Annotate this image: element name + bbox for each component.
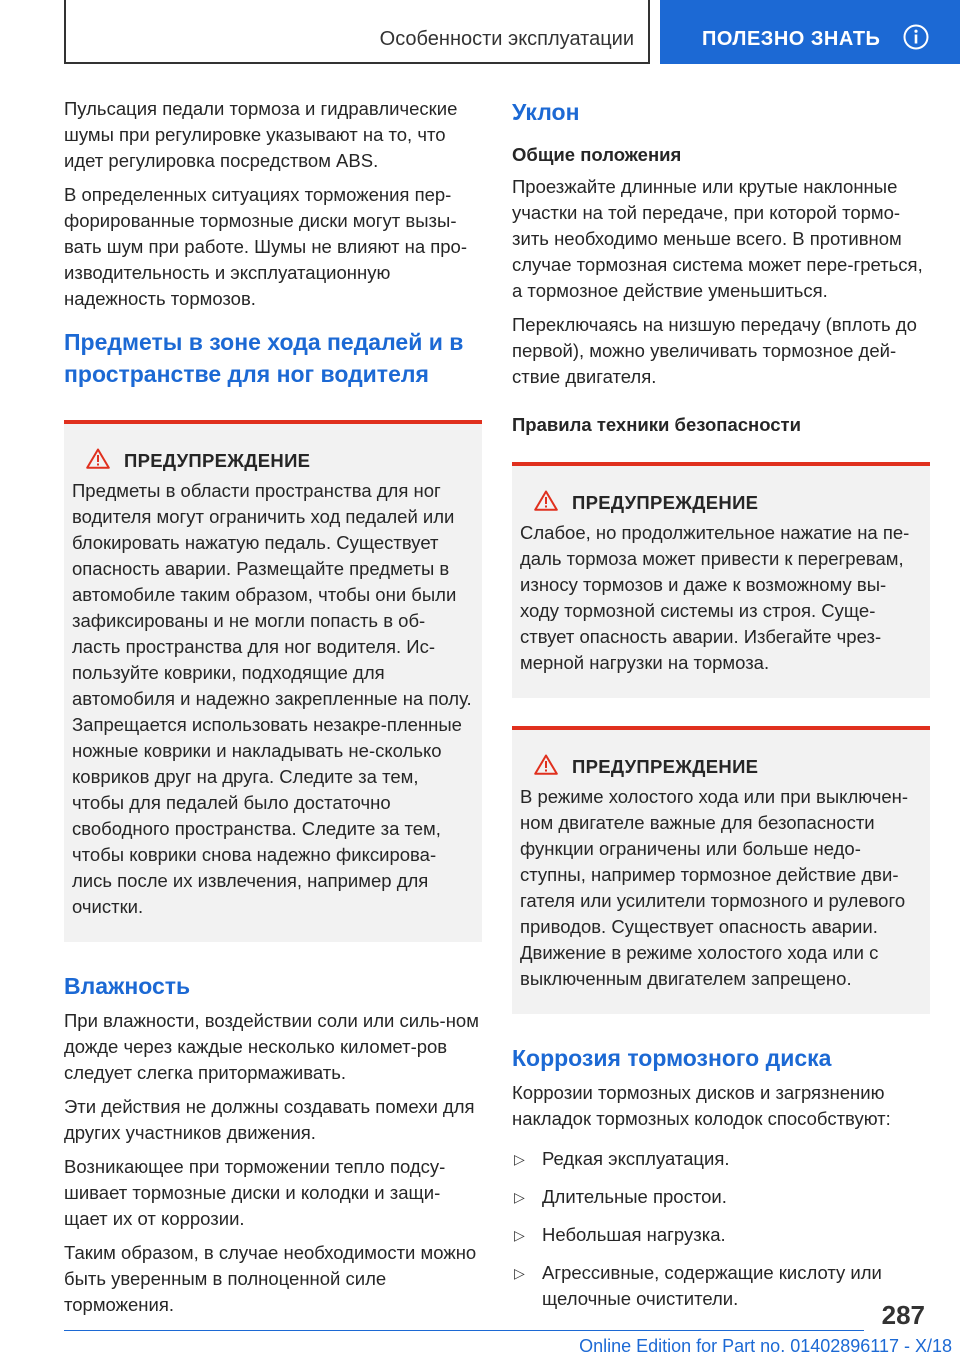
paragraph-perforated-discs: В определенных ситуациях торможения пер-форированные тормозные диски могут вызы-вать шум при работе. Шумы не влияют на про-изводительность и эксплуатационную надежность тормозов. [64,184,467,309]
heading-objects-footwell: Предметы в зоне хода педалей и в пространстве для ног водителя [64,329,464,387]
subheading-general: Общие положения [512,144,682,165]
heading-disc-corrosion: Коррозия тормозного диска [512,1045,832,1071]
triangle-bullet-icon: ▷ [514,1189,525,1205]
paragraph-moisture-1: При влажности, воздействии соли или силь-ном дожде через каждые несколько километ-ров следует слегка притормаживать. [64,1010,479,1083]
warning-box-idle-coasting [512,726,930,1014]
list-item-text: Агрессивные, содержащие кислоту или щелочные очистители. [542,1262,882,1309]
heading-moisture: Влажность [64,973,191,999]
paragraph-moisture-2: Эти действия не должны создавать помехи для других участников движения. [64,1096,475,1143]
warning-title: ПРЕДУПРЕЖДЕНИЕ [572,756,759,777]
page-number: 287 [881,1300,925,1330]
warning-title: ПРЕДУПРЕЖДЕНИЕ [124,450,311,471]
list-item-text: Редкая эксплуатация. [542,1148,730,1169]
warning-box-footwell [64,420,482,942]
warning-title: ПРЕДУПРЕЖДЕНИЕ [572,492,759,513]
list-item [512,1260,930,1312]
header-tab-label: ПОЛЕЗНО ЗНАТЬ [702,28,881,50]
header-section-title: Особенности эксплуатации [379,28,634,50]
list-item-text: Длительные простои. [542,1186,727,1207]
warning-triangle-icon [520,490,572,516]
warning-triangle-icon [72,448,124,474]
triangle-bullet-icon: ▷ [514,1151,525,1167]
heading-slope: Уклон [512,99,580,125]
paragraph-corrosion: Коррозии тормозных дисков и загрязнению накладок тормозных колодок способствуют: [512,1082,891,1129]
warning-text: Слабое, но продолжительное нажатие на пе-даль тормоза может привести к перегревам, износу тормозов и даже к возможному вы-ходу тормозной системы из строя. Суще-ствует опасность аварии. Избегайте чрез-мерной нагрузки на тормоза. [520,522,910,673]
left-column [64,96,482,1326]
info-icon [903,24,929,55]
triangle-bullet-icon: ▷ [514,1227,525,1243]
list-item [512,1146,930,1172]
warning-box-brake-overheat [512,462,930,698]
warning-text: Предметы в области пространства для ног водителя могут ограничить ход педалей или блокировать нажатую педаль. Существует опасность аварии. Размещайте предметы в автомобиле таким образом, чтобы они были зафиксированы и не могли попасть в об-ласть пространства для ног водителя. Ис-пользуйте коврики, подходящие для автомобиля и надежно закрепленные на полу. Запрещается использовать незакре-пленные ножные коврики и накладывать не-сколько ковриков друг на друга. Следите за тем, чтобы для педалей было достаточно свободного пространства. Следите за тем, чтобы коврики снова надежно фиксирова-лись после их извлечения, например для очистки. [72,480,472,917]
paragraph-moisture-3: Возникающее при торможении тепло подсу-шивает тормозные диски и колодки и защи-щает их от коррозии. [64,1156,446,1229]
warning-text: В режиме холостого хода или при выключен-ном двигателе важные для безопасности функции ограничены или больше недо-ступны, например тормозное действие дви-гателя или усилители тормозного и рулевого приводов. Существует опасность аварии. Движение в режиме холостого хода или с выключенным двигателем запрещено. [520,786,909,989]
list-item-text: Небольшая нагрузка. [542,1224,726,1245]
right-column [512,96,930,1324]
header-section-box [64,0,650,64]
triangle-bullet-icon: ▷ [514,1265,525,1281]
footer-divider [64,1330,864,1331]
list-item [512,1184,930,1210]
header-tab [660,0,960,64]
paragraph-moisture-4: Таким образом, в случае необходимости можно быть уверенным в полноценной силе торможения. [64,1242,477,1315]
paragraph-slope-2: Переключаясь на низшую передачу (вплоть до первой), можно увеличивать тормозное дей-ствие двигателя. [512,314,917,387]
subheading-safety-rules: Правила техники безопасности [512,414,801,435]
paragraph-abs: Пульсация педали тормоза и гидравлические шумы при регулировке указывают на то, что идет регулировка посредством ABS. [64,98,458,171]
warning-triangle-icon [520,754,572,780]
footer-edition: Online Edition for Part no. 01402896117 - X/18 [579,1336,952,1356]
list-item [512,1222,930,1248]
paragraph-slope-1: Проезжайте длинные или крутые наклонные участки на той передаче, при которой тормо-зить необходимо меньше всего. В противном случае тормозная система может пере-греться, а тормозное действие уменьшиться. [512,176,923,301]
